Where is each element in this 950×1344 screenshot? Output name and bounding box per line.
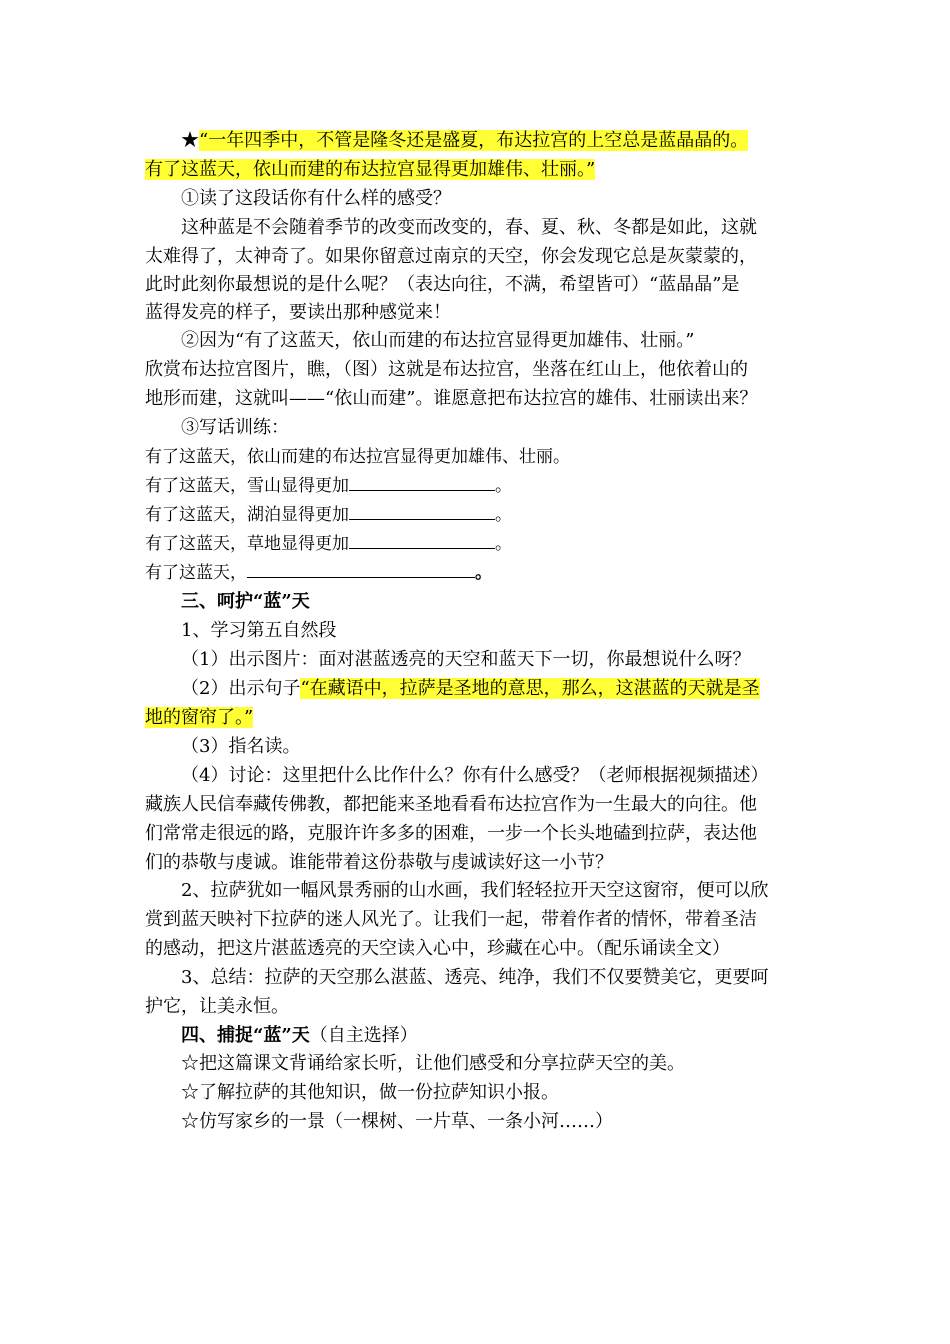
choice-item: ☆了解拉萨的其他知识，做一份拉萨知识小报。 [181, 1082, 559, 1103]
paragraph-line: 此时此刻你最想说的是什么呢？（表达向往，不满，希望皆可）“蓝晶晶”是 [145, 274, 740, 295]
exercise-example: 有了这蓝天，依山而建的布达拉宫显得更加雄伟、壮丽。 [145, 447, 570, 467]
fill-blank [349, 472, 495, 491]
paragraph-line: 的感动，把这片湛蓝透亮的天空读入心中，珍藏在心中。（配乐诵读全文） [145, 938, 730, 959]
exercise-prompt: 有了这蓝天，湖泊显得更加 [145, 505, 349, 525]
exercise-line [145, 530, 825, 558]
highlighted-quote: 地的窗帘了。” [145, 707, 254, 728]
paragraph-line: 这种蓝是不会随着季节的改变而改变的，春、夏、秋、冬都是如此，这就 [181, 217, 757, 238]
heading-note: （自主选择） [309, 1025, 418, 1046]
choice-item: ☆仿写家乡的一景（一棵树、一片草、一条小河……） [181, 1111, 613, 1132]
step-line: （4）讨论：这里把什么比作什么？你有什么感受？（老师根据视频描述） [181, 765, 769, 786]
paragraph-line: 欣赏布达拉宫图片，瞧，（图）这就是布达拉宫，坐落在红山上，他依着山的 [145, 359, 748, 380]
sub-heading: 1、学习第五自然段 [181, 620, 337, 641]
question-2: ②因为“有了这蓝天，依山而建的布达拉宫显得更加雄伟、壮丽。” [181, 330, 695, 351]
highlighted-quote: 有了这蓝天，依山而建的布达拉宫显得更加雄伟、壮丽。” [145, 159, 596, 180]
paragraph-line: 蓝得发亮的样子，要读出那种感觉来！ [145, 302, 451, 323]
section-heading-4 [181, 1022, 825, 1050]
paragraph-line: 们常常走很远的路，克服许许多多的困难，一步一个长头地磕到拉萨，表达他 [145, 823, 757, 844]
step-line: （1）出示图片：面对湛蓝透亮的天空和蓝天下一切，你最想说什么呀？ [181, 649, 751, 670]
quote-line-2 [145, 156, 825, 184]
paragraph-line: 太难得了，太神奇了。如果你留意过南京的天空，你会发现它总是灰蒙蒙的， [145, 246, 757, 267]
exercise-line [145, 501, 825, 529]
paragraph-line: 们的恭敬与虔诚。谁能带着这份恭敬与虔诚读好这一小节？ [145, 852, 613, 873]
choice-item: ☆把这篇课文背诵给家长听，让他们感受和分享拉萨天空的美。 [181, 1053, 685, 1074]
section-heading-3: 三、呵护“蓝”天 [181, 591, 310, 612]
period: 。 [495, 476, 512, 496]
paragraph-line: 赏到蓝天映衬下拉萨的迷人风光了。让我们一起，带着作者的情怀，带着圣洁 [145, 909, 757, 930]
fill-blank [349, 530, 495, 549]
highlighted-quote: “一年四季中，不管是隆冬还是盛夏，布达拉宫的上空总是蓝晶晶的。 [199, 130, 749, 151]
exercise-prompt: 有了这蓝天，草地显得更加 [145, 534, 349, 554]
fill-blank [349, 501, 495, 520]
exercise-prompt: 有了这蓝天， [145, 563, 247, 583]
period: 。 [495, 534, 512, 554]
paragraph-line: 2、拉萨犹如一幅风景秀丽的山水画，我们轻轻拉开天空这窗帘，便可以欣 [181, 880, 769, 901]
fill-blank [247, 559, 475, 578]
period: 。 [495, 505, 512, 525]
exercise-line [145, 559, 825, 587]
heading-text: 四、捕捉“蓝”天 [181, 1025, 310, 1046]
highlighted-quote: “在藏语中，拉萨是圣地的意思，那么，这湛蓝的天就是圣 [300, 678, 760, 699]
paragraph-line: 3、总结：拉萨的天空那么湛蓝、透亮、纯净，我们不仅要赞美它，更要呵 [181, 967, 769, 988]
exercise-prompt: 有了这蓝天，雪山显得更加 [145, 476, 349, 496]
question-1: ①读了这段话你有什么样的感受？ [181, 188, 451, 209]
paragraph-line: 护它，让美永恒。 [145, 996, 289, 1017]
quote-line-1 [181, 127, 825, 155]
exercise-line [145, 472, 825, 500]
paragraph-line: 地形而建，这就叫——“依山而建”。谁愿意把布达拉宫的雄伟、壮丽读出来？ [145, 388, 758, 409]
question-3: ③写话训练： [181, 417, 289, 438]
step-line [181, 675, 825, 703]
step-prefix: （2）出示句子 [181, 678, 301, 699]
paragraph-line: 藏族人民信奉藏传佛教，都把能来圣地看看布达拉宫作为一生最大的向往。他 [145, 794, 757, 815]
star-icon: ★ [181, 130, 199, 151]
period: 。 [475, 563, 492, 583]
step-line: （3）指名读。 [181, 736, 301, 757]
quote-line [145, 704, 825, 732]
